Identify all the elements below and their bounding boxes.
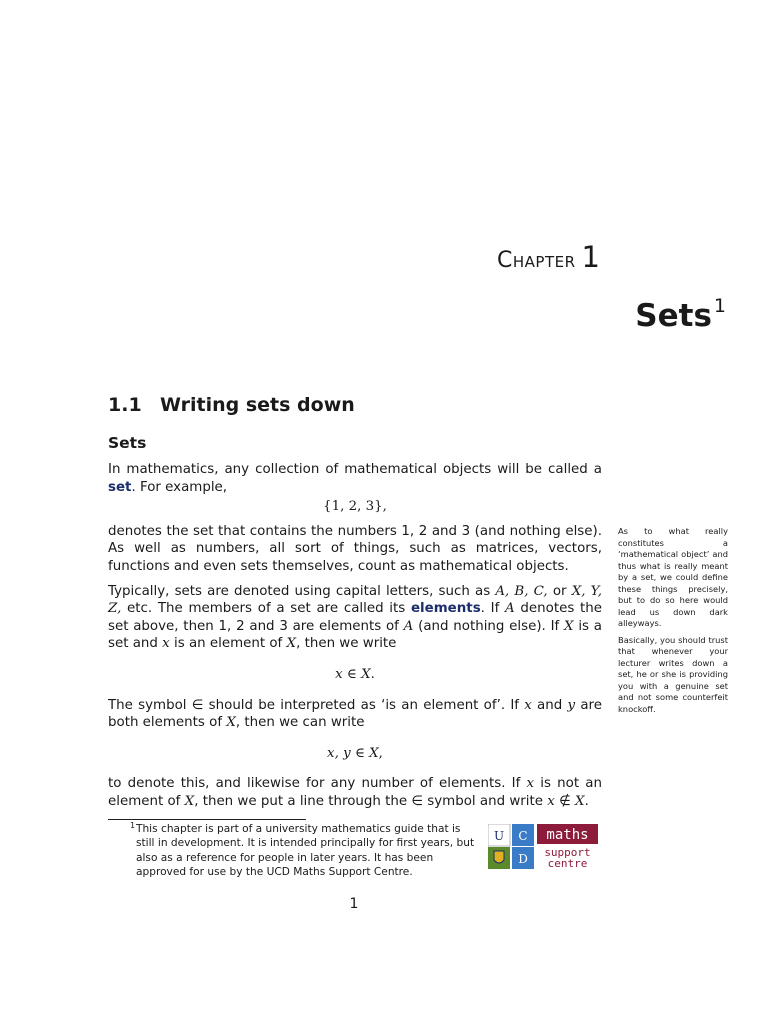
logo-support-text: support (544, 846, 591, 859)
logo-centre-text: centre (547, 857, 588, 869)
chapter-word: Chapter (497, 248, 576, 273)
logo-maths-text: maths (546, 827, 589, 843)
paragraph-5: to denote this, and likewise for any number of elements. If x is not an element of X, then we put a line through the ∈ symbol and write x ∉ X. (108, 776, 602, 809)
display-equation-2: x ∈ X. (335, 666, 375, 682)
logo-letter-c: C (518, 829, 528, 843)
keyword-set: set (108, 479, 132, 495)
page-number: 1 (349, 896, 359, 912)
display-equation-3: x, y ∈ X, (327, 745, 383, 761)
footnote-mark: 1 (130, 821, 136, 830)
chapter-title (560, 295, 726, 334)
paragraph-4: The symbol ∈ should be interpreted as ‘is an element of’. If x and y are both elements of X, then we can write (108, 697, 602, 731)
margin-notes (618, 526, 728, 720)
paragraph-1: In mathematics, any collection of mathematical objects will be called a set. For example, (108, 462, 602, 495)
margin-note-1: As to what really constitutes a ‘mathematical object’ and thus what is really meant by a set, we could define these things precisely, but to do so here would lead us down dark alleyways. (618, 526, 728, 628)
subsection-heading: Sets (108, 434, 147, 452)
keyword-elements: elements (410, 601, 481, 617)
chapter-footnote-mark[interactable]: 1 (713, 295, 726, 317)
display-equation-1: {1, 2, 3}, (323, 499, 387, 515)
section-number: 1.1 (108, 394, 142, 416)
logo-letter-u: U (493, 829, 505, 843)
paragraph-3: Typically, sets are denoted using capital letters, such as A, B, C, or X, Y, Z, etc. The members of a set are called its elements. If A denotes the set above, then 1, 2 and 3 are elements of A (and nothing else). If X is a set and x is an element of X, then we write (108, 583, 603, 652)
logo-letter-d: D (518, 852, 528, 866)
chapter-number: 1 (581, 240, 600, 274)
chapter-label (440, 240, 600, 274)
footnote (108, 822, 480, 880)
main-text (108, 461, 602, 811)
ucd-maths-support-logo (488, 824, 598, 869)
paragraph-2: denotes the set that contains the numbers 1, 2 and 3 (and nothing else). As well as numbers, all sort of things, such as matrices, vectors, functions and even sets themselves, count as mathematical objects. (108, 523, 602, 574)
crest-icon (494, 851, 504, 863)
margin-note-2: Basically, you should trust that whenever your lecturer writes down a set, he or she is providing you with a genuine set and not some counterfeit knockoff. (618, 634, 728, 714)
section-title: Writing sets down (160, 394, 355, 416)
section-heading (108, 394, 355, 416)
footnote-text: This chapter is part of a university mathematics guide that is still in development. It is intended principally for first years, but also as a reference for people in later years. It has been approved for use by the UCD Maths Support Centre. (136, 823, 475, 879)
chapter-title-text: Sets (635, 298, 712, 334)
footnote-rule (108, 819, 306, 820)
